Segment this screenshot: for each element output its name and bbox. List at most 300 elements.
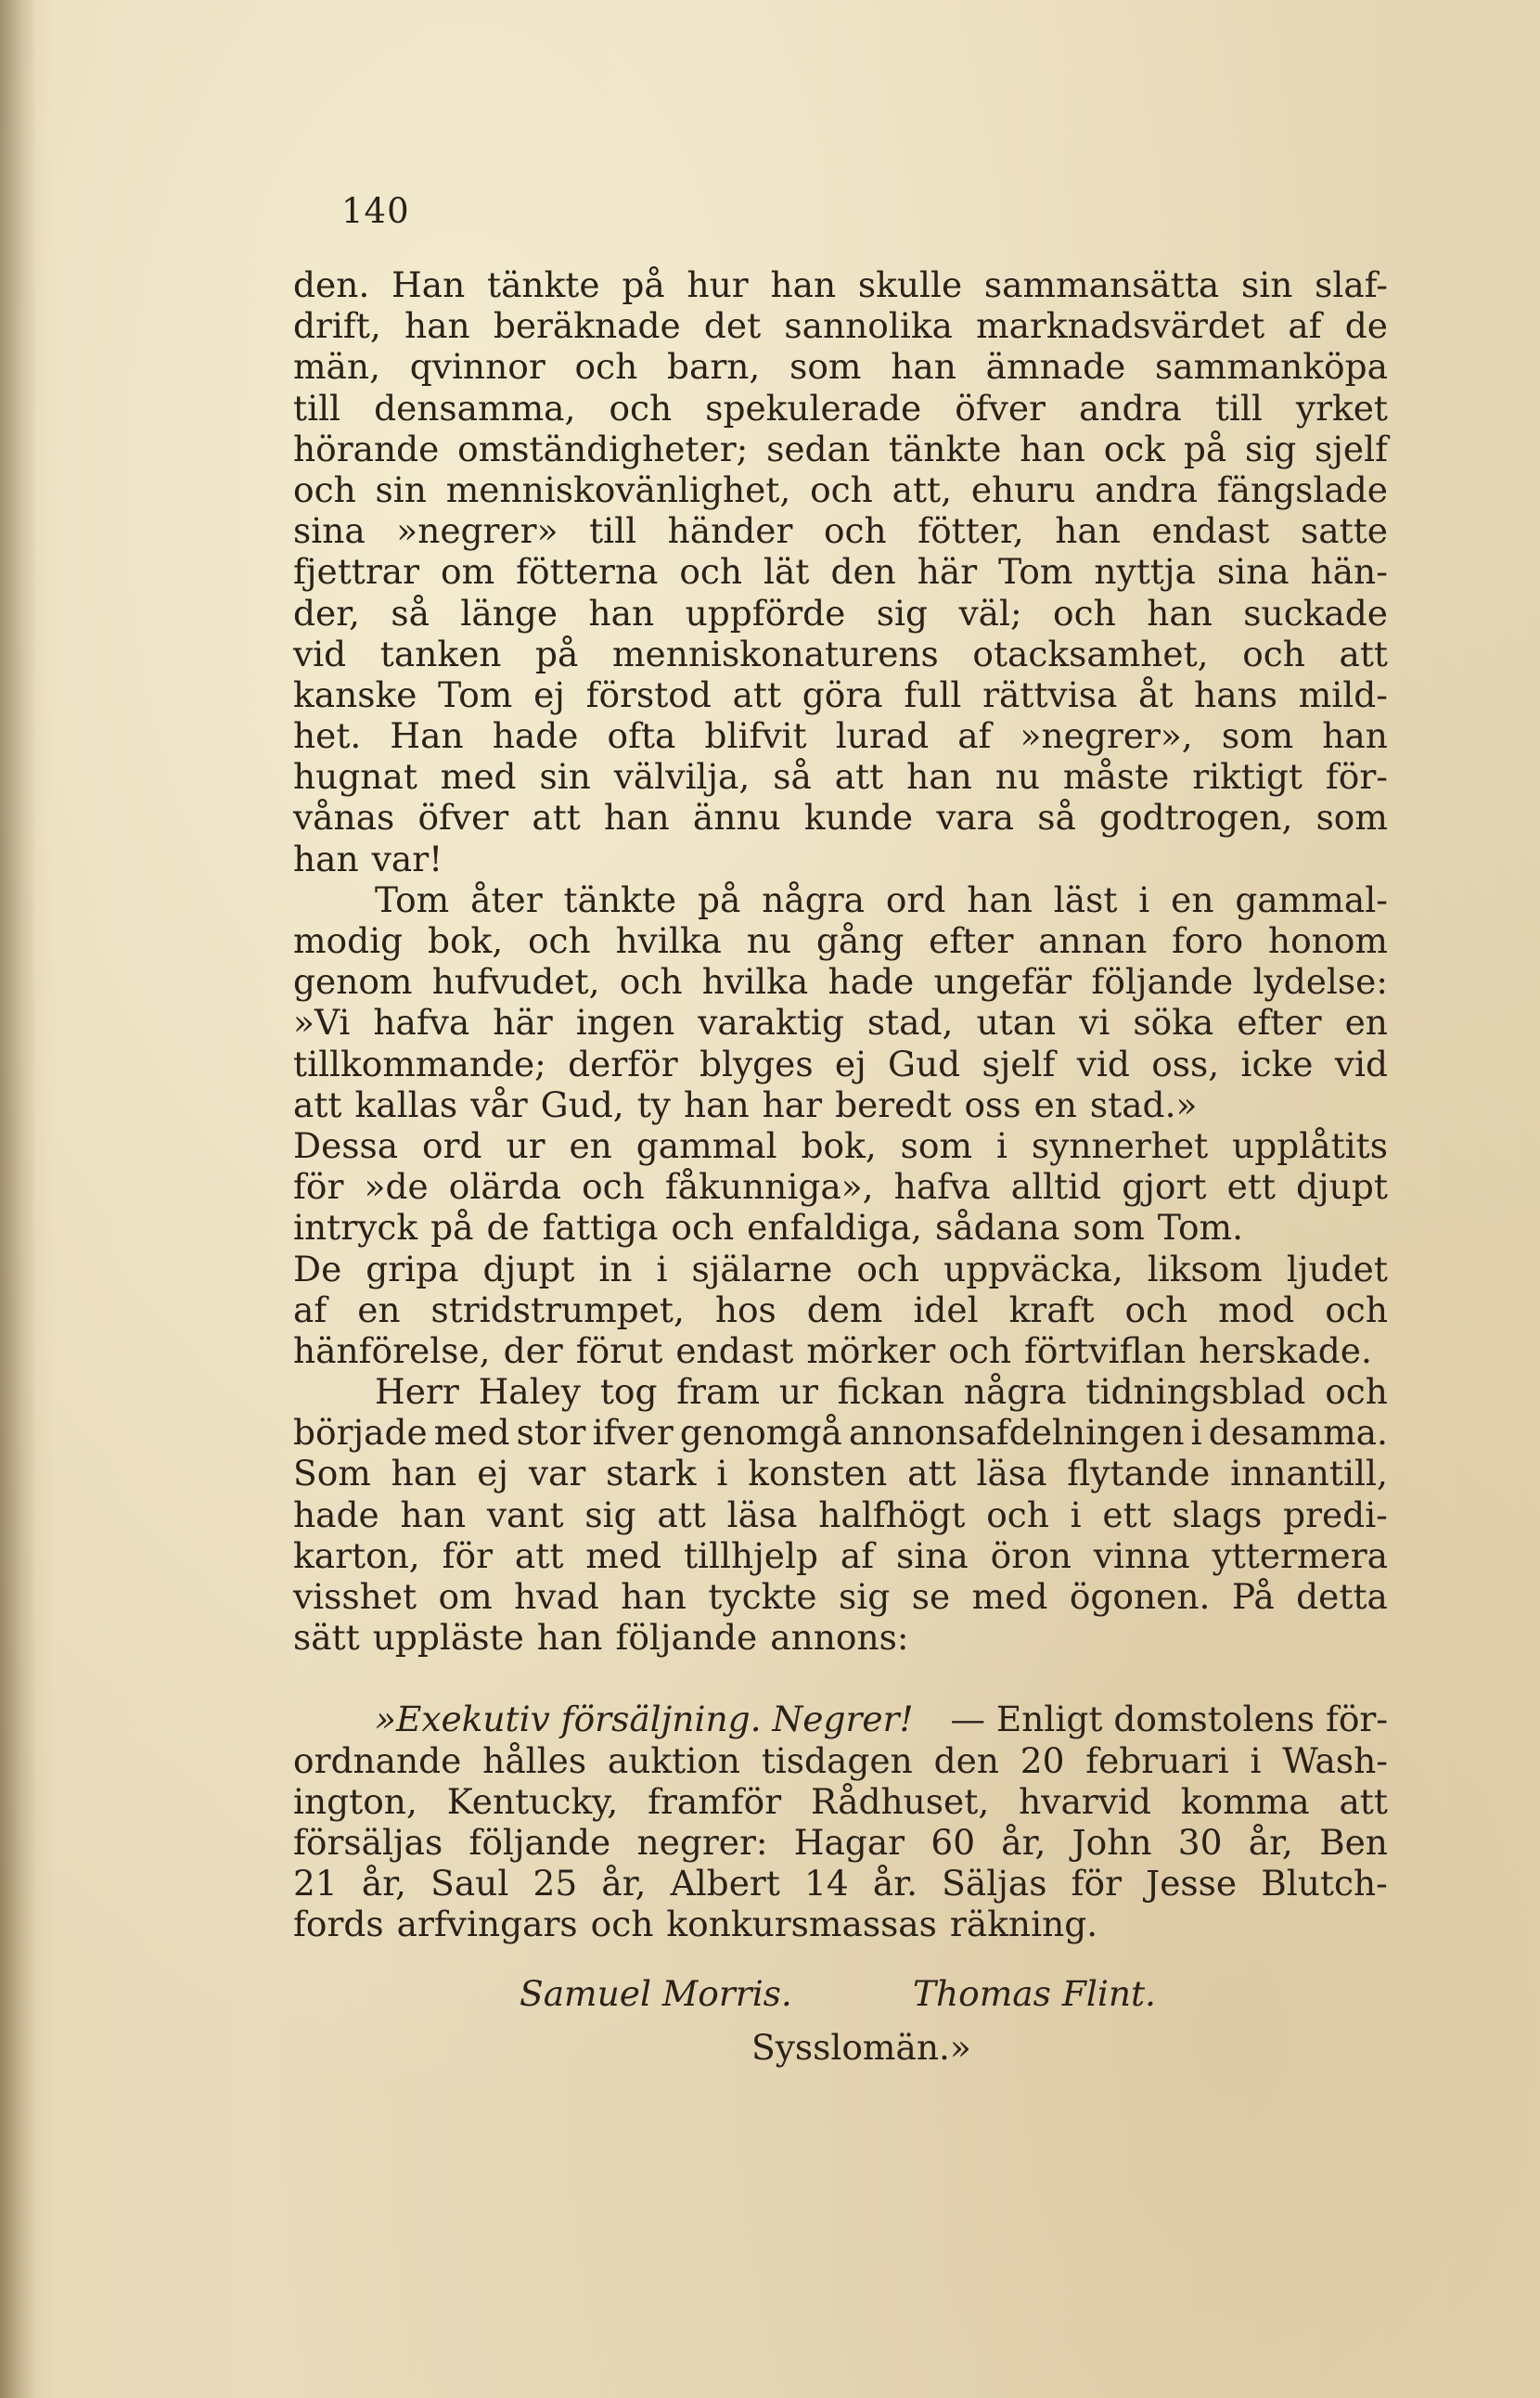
word: ett bbox=[1102, 1494, 1151, 1535]
word: »negrer», bbox=[1020, 715, 1193, 757]
word: och bbox=[590, 1904, 654, 1945]
word: fötter, bbox=[918, 510, 1024, 552]
word: idel bbox=[913, 1289, 979, 1330]
word: gammal bbox=[635, 1124, 777, 1166]
word: han bbox=[967, 878, 1033, 920]
word: välvilja, bbox=[613, 756, 751, 798]
word: slaf- bbox=[1315, 264, 1388, 305]
word: han bbox=[1020, 428, 1085, 469]
word: uppförde bbox=[685, 592, 846, 634]
word: bok, bbox=[801, 1124, 877, 1166]
word: hän- bbox=[1310, 551, 1388, 593]
word: och bbox=[293, 468, 356, 510]
word: 25 bbox=[533, 1863, 578, 1904]
word: sjelf bbox=[982, 1043, 1056, 1084]
word: hos bbox=[714, 1289, 776, 1330]
word: de bbox=[1344, 305, 1388, 347]
word: tisdagen bbox=[761, 1739, 913, 1781]
word: sig bbox=[1244, 428, 1297, 469]
word: om bbox=[441, 551, 495, 593]
word: att bbox=[532, 797, 581, 839]
word: uppläste bbox=[372, 1617, 524, 1659]
word: och bbox=[619, 961, 683, 1003]
word: med bbox=[971, 1576, 1048, 1617]
word: icke bbox=[1240, 1043, 1314, 1084]
word: af bbox=[293, 1289, 327, 1330]
spacer bbox=[293, 1658, 1388, 1699]
word: suckade bbox=[1243, 592, 1388, 634]
word: af bbox=[957, 715, 992, 757]
word: hvilka bbox=[615, 920, 722, 961]
word: och bbox=[527, 920, 591, 961]
word: Ben bbox=[1319, 1821, 1388, 1863]
word: som bbox=[1315, 797, 1388, 839]
word: han bbox=[536, 1617, 603, 1659]
word: fötterna bbox=[516, 551, 659, 593]
text-line bbox=[293, 388, 1388, 429]
word: der, bbox=[293, 592, 360, 634]
text-line bbox=[293, 469, 1388, 510]
word: halfhögt bbox=[818, 1494, 966, 1535]
word: Blutch- bbox=[1261, 1863, 1388, 1904]
text-line bbox=[293, 346, 1388, 387]
word: länge bbox=[460, 592, 558, 634]
word: han bbox=[293, 838, 359, 879]
word: tyckte bbox=[708, 1576, 817, 1617]
word: genom bbox=[293, 961, 413, 1003]
word: att bbox=[834, 756, 884, 798]
word: otacksamhet, bbox=[972, 633, 1209, 674]
text-line bbox=[293, 920, 1388, 961]
word: tog bbox=[599, 1371, 658, 1413]
word: på bbox=[697, 878, 741, 920]
word: och bbox=[810, 468, 873, 510]
word: ämnade bbox=[985, 346, 1126, 388]
word: Haley bbox=[478, 1371, 581, 1413]
word: och bbox=[1325, 1289, 1388, 1330]
word: hvilka bbox=[701, 961, 809, 1003]
word: vant bbox=[486, 1494, 564, 1535]
word: tänkte bbox=[487, 264, 600, 305]
word: vid bbox=[1076, 1043, 1130, 1084]
signatory-title-line bbox=[293, 2027, 1388, 2068]
word: der bbox=[503, 1329, 563, 1371]
word: menniskonaturens bbox=[611, 633, 939, 674]
word: och bbox=[671, 1207, 735, 1249]
word: annonsafdelningen bbox=[848, 1412, 1185, 1454]
word: sin bbox=[1241, 264, 1293, 305]
notice-body bbox=[293, 1740, 1388, 1945]
word: sjelf bbox=[1315, 428, 1388, 469]
word: följande bbox=[468, 1821, 611, 1863]
word: Hagar bbox=[793, 1821, 905, 1863]
word: fåkunniga», bbox=[664, 1166, 874, 1208]
word: arfvingars bbox=[396, 1904, 578, 1945]
word: så bbox=[391, 592, 430, 634]
word: het. bbox=[293, 715, 362, 757]
text-line bbox=[293, 593, 1388, 634]
word: utan bbox=[976, 1002, 1057, 1044]
word: hålles bbox=[482, 1739, 587, 1781]
word: män, bbox=[293, 346, 380, 388]
word: nu bbox=[995, 756, 1040, 798]
word: att bbox=[293, 1084, 342, 1125]
word: i bbox=[1138, 878, 1150, 920]
word: visshet bbox=[293, 1576, 417, 1617]
word: hufvudet, bbox=[431, 961, 600, 1003]
word: ungefär bbox=[933, 961, 1072, 1003]
word: hugnat bbox=[293, 756, 417, 798]
word: ingen bbox=[575, 1002, 675, 1044]
word: gripa bbox=[366, 1248, 459, 1289]
word: han bbox=[588, 592, 655, 634]
word: liksom bbox=[1147, 1248, 1263, 1289]
text-line bbox=[293, 510, 1388, 551]
text-line bbox=[293, 1494, 1388, 1535]
word: hvad bbox=[514, 1576, 599, 1617]
word: »Vi bbox=[293, 1002, 351, 1044]
word: han bbox=[1055, 510, 1121, 552]
notice-heading: »Exekutiv försäljning. Negrer! bbox=[375, 1699, 914, 1740]
word: händer bbox=[667, 510, 793, 552]
word: följande bbox=[615, 1617, 758, 1659]
word: af bbox=[1288, 305, 1322, 347]
word: i bbox=[1190, 1412, 1202, 1454]
word: och bbox=[948, 1329, 1011, 1371]
word: Han bbox=[390, 715, 464, 757]
word: han bbox=[1147, 592, 1213, 634]
word: se bbox=[911, 1576, 951, 1617]
word: några bbox=[963, 1371, 1067, 1413]
word: alltid bbox=[1010, 1166, 1102, 1208]
word: hur bbox=[687, 264, 749, 305]
word: att bbox=[1339, 633, 1388, 674]
word: hans bbox=[1194, 673, 1278, 715]
word: lurad bbox=[835, 715, 930, 757]
text-line bbox=[293, 1822, 1388, 1863]
word: beredt bbox=[835, 1084, 952, 1125]
word: kraft bbox=[1008, 1289, 1095, 1330]
word: till bbox=[1214, 387, 1263, 429]
word: i bbox=[1070, 1494, 1082, 1535]
word: djupt bbox=[482, 1248, 575, 1289]
word: ehuru bbox=[970, 468, 1076, 510]
word: stad, bbox=[866, 1002, 954, 1044]
word: hvarvid bbox=[1019, 1780, 1151, 1822]
word: detta bbox=[1296, 1576, 1388, 1617]
auction-notice bbox=[293, 1699, 1388, 2068]
text-line bbox=[293, 1740, 1388, 1781]
text-line bbox=[293, 1330, 1388, 1371]
word: stridstrumpet, bbox=[430, 1289, 685, 1330]
word: De bbox=[293, 1248, 342, 1289]
word: på bbox=[430, 1207, 474, 1249]
word: att, bbox=[892, 468, 953, 510]
word: hörande bbox=[293, 428, 440, 469]
word: ej bbox=[477, 1453, 509, 1494]
word: 14 bbox=[804, 1863, 849, 1904]
word: han bbox=[1322, 715, 1388, 757]
word: synnerhet bbox=[1031, 1124, 1209, 1166]
word: vid bbox=[293, 633, 347, 674]
word: i bbox=[995, 1124, 1007, 1166]
word: tillhjelp bbox=[683, 1534, 818, 1576]
word: lydelse: bbox=[1252, 961, 1388, 1003]
word: beräknade bbox=[493, 305, 681, 347]
word: fjettrar bbox=[293, 551, 420, 593]
text-line bbox=[293, 1289, 1388, 1330]
word: fattiga bbox=[542, 1207, 659, 1249]
word: skulle bbox=[857, 264, 963, 305]
word: förtviflan bbox=[1024, 1329, 1187, 1371]
signatory-2: Thomas Flint. bbox=[913, 1972, 1156, 2014]
word: herskade. bbox=[1199, 1329, 1372, 1371]
word: mod bbox=[1218, 1289, 1295, 1330]
word: han bbox=[906, 756, 972, 798]
word: 21 bbox=[293, 1863, 338, 1904]
word: och bbox=[609, 387, 673, 429]
word: Han bbox=[391, 264, 466, 305]
word: mörker bbox=[806, 1329, 936, 1371]
word: tanken bbox=[379, 633, 502, 674]
word: och bbox=[986, 1494, 1049, 1535]
text-line bbox=[293, 756, 1388, 797]
word: efter bbox=[929, 920, 1014, 961]
signatory-title: Sysslomän.» bbox=[751, 2026, 971, 2068]
word: uppväcka, bbox=[943, 1248, 1123, 1289]
word: han bbox=[891, 346, 956, 388]
word: negrer: bbox=[636, 1821, 768, 1863]
word: i bbox=[1250, 1739, 1262, 1781]
word: hafva bbox=[893, 1166, 991, 1208]
word: barn, bbox=[666, 346, 761, 388]
word: väl; bbox=[958, 592, 1022, 634]
word: förut bbox=[575, 1329, 663, 1371]
word: ur bbox=[778, 1371, 818, 1413]
word: andra bbox=[1078, 387, 1182, 429]
word: åter bbox=[470, 878, 543, 920]
word: och bbox=[574, 346, 638, 388]
word: annan bbox=[1038, 920, 1148, 961]
word: han bbox=[770, 264, 837, 305]
word: andra bbox=[1095, 468, 1198, 510]
text-line bbox=[293, 551, 1388, 592]
word: på bbox=[622, 264, 665, 305]
word: de bbox=[486, 1207, 530, 1249]
text-line bbox=[293, 839, 1388, 879]
word: blifvit bbox=[704, 715, 807, 757]
word: kunde bbox=[803, 797, 914, 839]
word: och bbox=[1053, 592, 1116, 634]
word: öron bbox=[990, 1534, 1072, 1576]
word: själarne bbox=[691, 1248, 833, 1289]
word: förstod bbox=[585, 673, 712, 715]
word: rättvisa bbox=[982, 673, 1118, 715]
word: februari bbox=[1085, 1739, 1229, 1781]
word: flytande bbox=[1067, 1453, 1211, 1494]
word: som bbox=[1072, 1207, 1145, 1249]
word: gång bbox=[815, 920, 905, 961]
word: vara bbox=[936, 797, 1015, 839]
word: dem bbox=[806, 1289, 883, 1330]
word: vi bbox=[1079, 1002, 1110, 1044]
word: genomgå bbox=[679, 1412, 842, 1454]
text-line bbox=[293, 1904, 1388, 1944]
word: Som bbox=[293, 1453, 371, 1494]
word: ord bbox=[422, 1124, 482, 1166]
word: med bbox=[440, 756, 517, 798]
word: ofta bbox=[607, 715, 676, 757]
word: år, bbox=[601, 1863, 647, 1904]
word: ljudet bbox=[1286, 1248, 1388, 1289]
word: foro bbox=[1172, 920, 1244, 961]
word: »de bbox=[364, 1166, 429, 1208]
word: han bbox=[621, 1576, 687, 1617]
word: in bbox=[598, 1248, 633, 1289]
word: fängslade bbox=[1216, 468, 1388, 510]
word: hade bbox=[492, 715, 579, 757]
word: läsa bbox=[726, 1494, 798, 1535]
word: år, bbox=[1001, 1821, 1046, 1863]
word: sig bbox=[839, 1576, 891, 1617]
word: ur bbox=[506, 1124, 545, 1166]
word: efter bbox=[1237, 1002, 1322, 1044]
word: satte bbox=[1300, 510, 1388, 552]
signatures bbox=[293, 1973, 1388, 2014]
word: kallas bbox=[354, 1084, 458, 1125]
word: densamma, bbox=[374, 387, 576, 429]
word: Gud bbox=[888, 1043, 961, 1084]
word: konkursmassas bbox=[666, 1904, 937, 1945]
word: riktigt bbox=[1192, 756, 1303, 798]
word: predi- bbox=[1283, 1494, 1388, 1535]
word: att bbox=[732, 673, 782, 715]
text-line bbox=[293, 961, 1388, 1002]
word: Tom bbox=[998, 551, 1073, 593]
word: öfver bbox=[955, 387, 1046, 429]
word: att bbox=[514, 1534, 564, 1576]
word: att bbox=[907, 1453, 956, 1494]
word: yrket bbox=[1295, 387, 1388, 429]
body-text bbox=[293, 264, 1388, 2068]
text-line bbox=[293, 1781, 1388, 1822]
word: stark bbox=[606, 1453, 697, 1494]
text-line bbox=[293, 715, 1388, 756]
spacer bbox=[293, 1945, 1388, 1973]
word: för bbox=[293, 1166, 344, 1208]
word: den bbox=[830, 551, 896, 593]
word: Wash- bbox=[1282, 1739, 1388, 1781]
text-line bbox=[293, 1453, 1388, 1494]
word: har bbox=[762, 1084, 823, 1125]
word: han bbox=[391, 1453, 457, 1494]
word: och bbox=[823, 510, 887, 552]
word: sammanköpa bbox=[1155, 346, 1388, 388]
word: som bbox=[789, 346, 862, 388]
word: läsa bbox=[976, 1453, 1047, 1494]
word: Jesse bbox=[1146, 1863, 1238, 1904]
word: år, bbox=[361, 1863, 406, 1904]
word: tänkte bbox=[888, 428, 1002, 469]
word: försäljas bbox=[293, 1821, 443, 1863]
text-line bbox=[293, 1576, 1388, 1617]
word: 20 bbox=[1020, 1739, 1065, 1781]
word: han bbox=[683, 1084, 750, 1125]
word: sig bbox=[584, 1494, 636, 1535]
text-line bbox=[293, 1249, 1388, 1289]
text-line bbox=[293, 429, 1388, 469]
word: stor bbox=[516, 1412, 586, 1454]
word: Saul bbox=[430, 1863, 509, 1904]
word: godtrogen, bbox=[1098, 797, 1293, 839]
word: som bbox=[1221, 715, 1294, 757]
word: ock bbox=[1103, 428, 1166, 469]
word: ington, bbox=[293, 1780, 417, 1822]
word: mild- bbox=[1298, 673, 1388, 715]
binding-edge-shadow bbox=[0, 0, 37, 2398]
word: honom bbox=[1267, 920, 1388, 961]
word: endast bbox=[1151, 510, 1270, 552]
word: auktion bbox=[607, 1739, 740, 1781]
word: sina bbox=[896, 1534, 969, 1576]
word: och bbox=[1325, 1371, 1388, 1413]
word: fickan bbox=[837, 1371, 944, 1413]
word: ordnande bbox=[293, 1739, 462, 1781]
word: Gud, bbox=[540, 1084, 624, 1125]
word: Tom bbox=[438, 673, 513, 715]
notice-first-line-rest: — Enligt domstolens för- bbox=[950, 1699, 1388, 1740]
main-paragraphs bbox=[293, 264, 1388, 1658]
word: 30 bbox=[1177, 1821, 1223, 1863]
word: varaktig bbox=[698, 1002, 844, 1044]
word: ej bbox=[533, 673, 565, 715]
word: söka bbox=[1133, 1002, 1214, 1044]
word: om bbox=[438, 1576, 493, 1617]
word: sådana bbox=[934, 1207, 1060, 1249]
word: så bbox=[773, 756, 812, 798]
text-line bbox=[293, 1412, 1388, 1453]
word: en bbox=[357, 1289, 401, 1330]
word: komma bbox=[1180, 1780, 1310, 1822]
word: ett bbox=[1226, 1166, 1276, 1208]
word: för- bbox=[1325, 756, 1388, 798]
word: öfver bbox=[417, 797, 509, 839]
word: med bbox=[585, 1534, 662, 1576]
word: Rådhuset, bbox=[811, 1780, 990, 1822]
word: vår bbox=[470, 1084, 528, 1125]
word: att bbox=[1339, 1780, 1388, 1822]
word: 60 bbox=[930, 1821, 976, 1863]
word: på bbox=[535, 633, 579, 674]
text-line bbox=[293, 1084, 1388, 1125]
word: kanske bbox=[293, 673, 417, 715]
text-line bbox=[293, 1535, 1388, 1576]
word: sammansätta bbox=[983, 264, 1220, 305]
word: vinna bbox=[1093, 1534, 1190, 1576]
word: framför bbox=[648, 1780, 782, 1822]
word: började bbox=[293, 1412, 428, 1454]
word: konsten bbox=[748, 1453, 888, 1494]
word: till bbox=[589, 510, 637, 552]
word: Tom. bbox=[1157, 1207, 1244, 1249]
word: och bbox=[856, 1248, 920, 1289]
word: att bbox=[657, 1494, 706, 1535]
word: olärda bbox=[448, 1166, 561, 1208]
word: intryck bbox=[293, 1207, 418, 1249]
word: han bbox=[404, 305, 470, 347]
word: omständigheter; bbox=[457, 428, 749, 469]
word: tänkte bbox=[563, 878, 677, 920]
